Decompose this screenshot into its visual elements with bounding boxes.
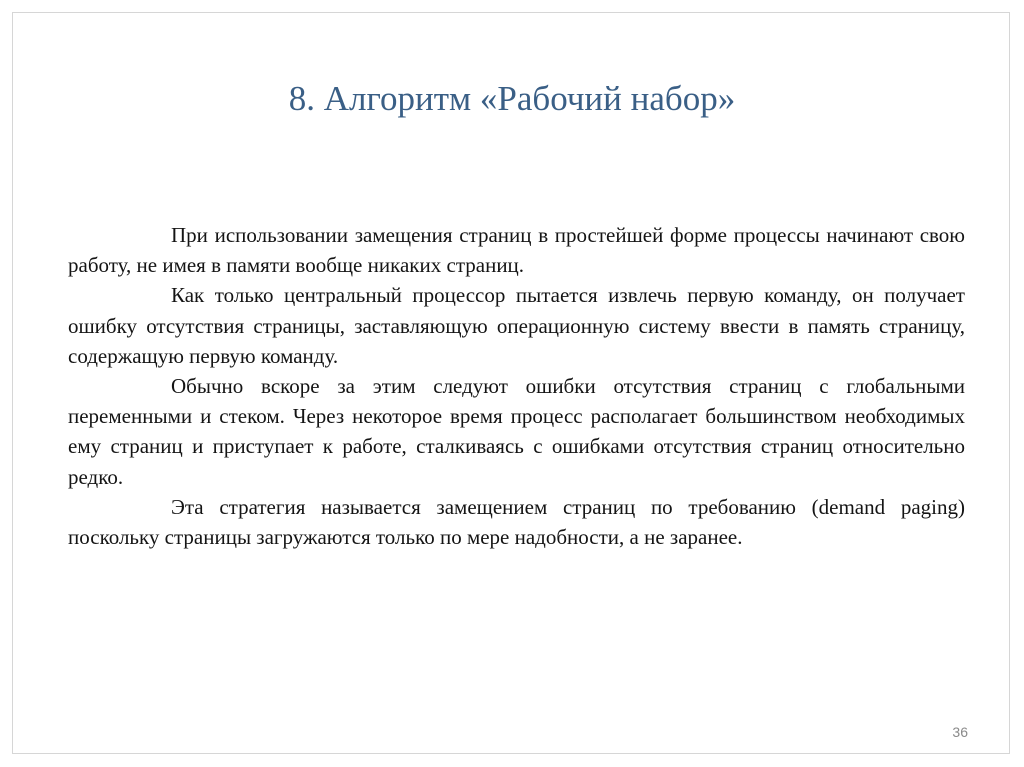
page-number: 36 (952, 724, 968, 740)
slide-body (68, 220, 965, 552)
paragraph-2: Как только центральный процессор пытается извлечь первую команду, он получает ошибку отсутствия страницы, заставляющую операционную систему ввести в память страницу, содержащую первую команду. (68, 283, 965, 368)
paragraph-1: При использовании замещения страниц в простейшей форме процессы начинают свою работу, не имея в памяти вообще никаких страниц. (68, 223, 965, 278)
paragraph-3: Обычно вскоре за этим следуют ошибки отсутствия страниц с глобальными переменными и стеком. Через некоторое время процесс располагает большинством необходимых ему страниц и приступает к работе, сталкиваясь с ошибками отсутствия страниц относительно редко. (68, 374, 965, 489)
slide-title: 8. Алгоритм «Рабочий набор» (288, 79, 736, 118)
paragraph-4: Эта стратегия называется замещением страниц по требованию (demand paging) поскольку страницы загружаются только по мере надобности, а не заранее. (68, 494, 965, 550)
